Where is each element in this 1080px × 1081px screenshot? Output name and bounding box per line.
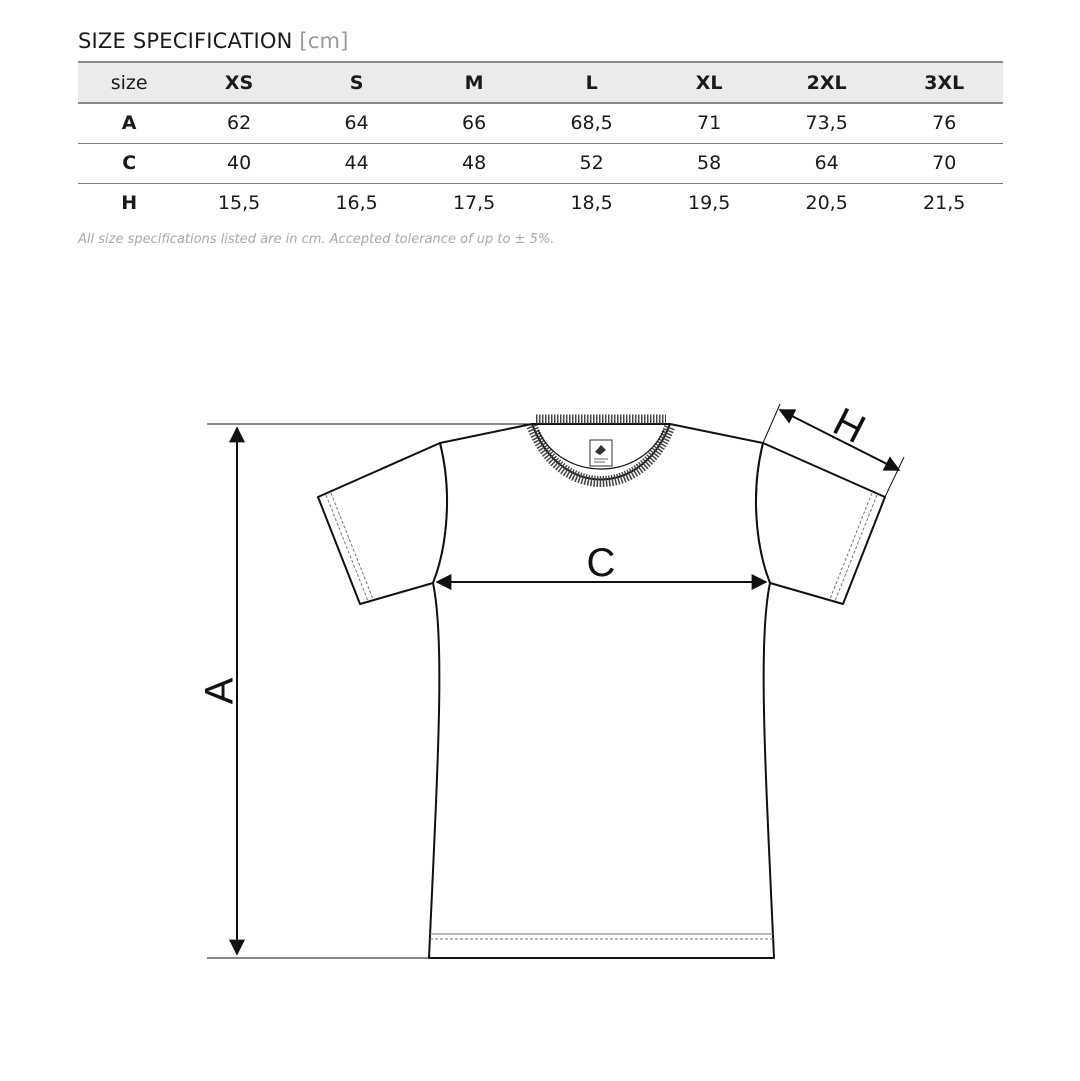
title-main: SIZE SPECIFICATION — [78, 29, 293, 53]
column-header: S — [298, 62, 416, 103]
tolerance-note: All size specifications listed are in cm. Accepted tolerance of up to ± 5%. — [78, 232, 555, 247]
table-cell: 62 — [180, 103, 298, 143]
column-header: L — [533, 62, 651, 103]
table-cell: 20,5 — [805, 192, 848, 215]
neck-label-icon — [590, 440, 612, 466]
table-cell: 21,5 — [923, 192, 966, 215]
table-cell: 76 — [885, 103, 1003, 143]
table-cell: 68,5 — [533, 103, 651, 143]
dimension-label-c: C — [586, 541, 616, 585]
column-header: 2XL — [768, 62, 886, 103]
column-header: XL — [650, 62, 768, 103]
table-cell: 52 — [533, 143, 651, 183]
column-header: 3XL — [885, 62, 1003, 103]
table-cell: 73,5 — [768, 103, 886, 143]
row-label: C — [78, 143, 180, 183]
column-header: size — [78, 62, 180, 103]
tshirt-outline — [318, 424, 885, 958]
dimension-label-h: H — [826, 399, 872, 452]
table-cell: 15,5 — [217, 192, 261, 215]
row-label: H — [121, 192, 138, 215]
tshirt-body — [429, 424, 774, 958]
dimension-label-a: A — [197, 677, 242, 705]
table-cell: 40 — [180, 143, 298, 183]
table-cell: 16,5 — [335, 192, 378, 215]
table-cell: 48 — [415, 143, 533, 183]
column-header: M — [415, 62, 533, 103]
table-cell: 44 — [298, 143, 416, 183]
row-label: A — [78, 103, 180, 143]
title-unit: [cm] — [299, 29, 349, 53]
column-header: XS — [180, 62, 298, 103]
table-cell: 64 — [768, 143, 886, 183]
table-cell: 66 — [415, 103, 533, 143]
table-cell: 58 — [650, 143, 768, 183]
table-cell: 71 — [650, 103, 768, 143]
table-cell: 17,5 — [452, 192, 496, 215]
table-cell: 18,5 — [570, 192, 613, 215]
table-cell: 70 — [885, 143, 1003, 183]
table-cell: 64 — [298, 103, 416, 143]
table-cell: 19,5 — [687, 192, 731, 215]
